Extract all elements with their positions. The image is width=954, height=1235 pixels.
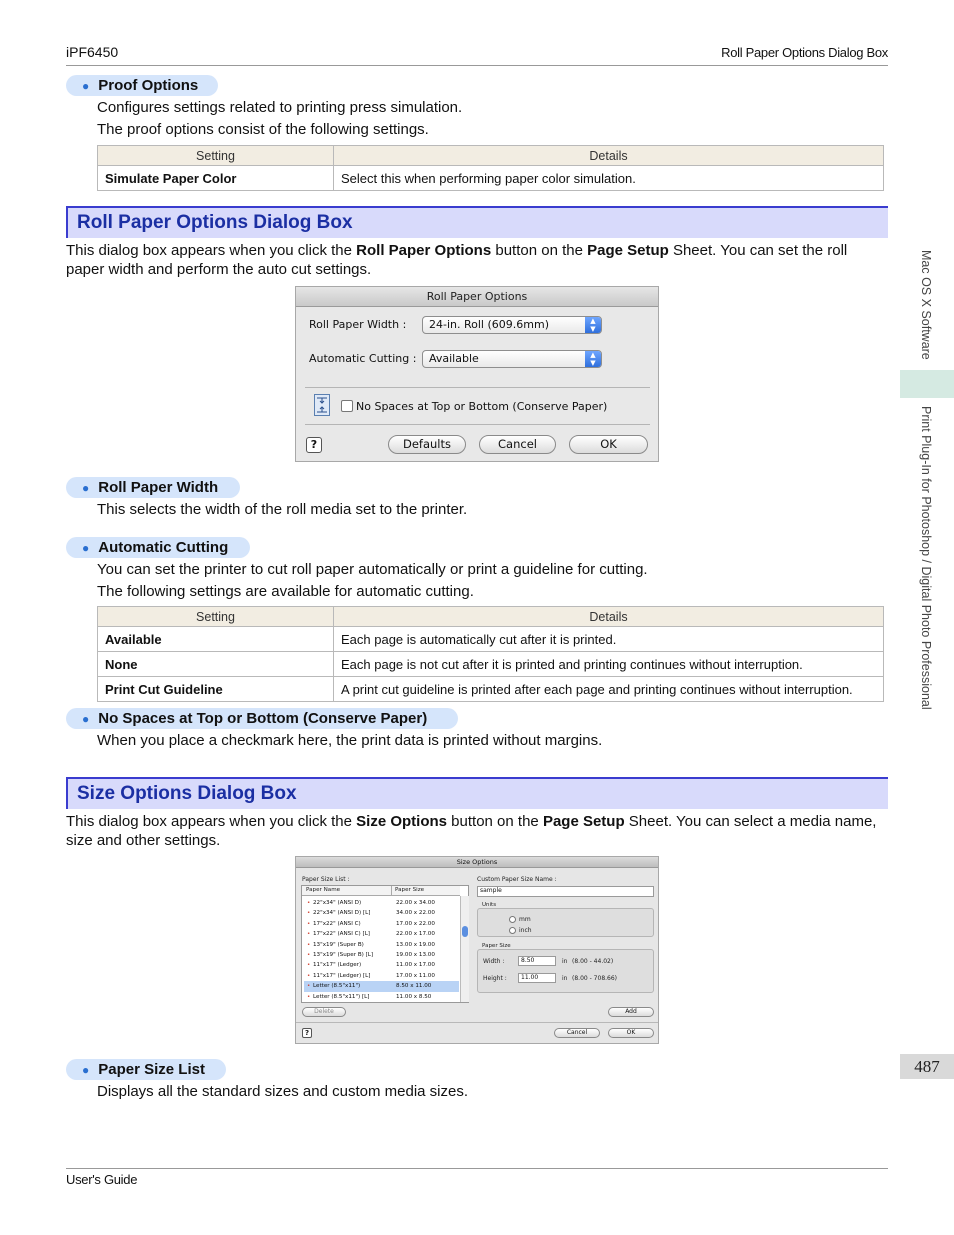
height-input[interactable]: 11.00 <box>518 973 556 983</box>
conserve-paper-icon <box>314 394 330 416</box>
scroll-thumb[interactable] <box>462 926 468 937</box>
header-rule <box>66 65 888 66</box>
table-header-details: Details <box>334 607 884 627</box>
size-intro: This dialog box appears when you click the Size Options button on the Page Setup Sheet. You can select a media name, size and other settings. <box>66 813 877 849</box>
paper-dot-icon: • <box>307 931 311 938</box>
width-input[interactable]: 8.50 <box>518 956 556 966</box>
list-item[interactable]: • 22"x34" (ANSI D) 22.00 x 34.00 <box>307 900 435 906</box>
roll-width-label: Roll Paper Width : <box>309 318 407 331</box>
list-scrollbar[interactable] <box>460 896 469 1002</box>
header-section-title: Roll Paper Options Dialog Box <box>721 45 888 60</box>
sidebar-section: Print Plug-In for Photoshop / Digital Photo Professional <box>919 406 933 710</box>
table-row: Simulate Paper Color Select this when performing paper color simulation. <box>98 166 884 191</box>
paper-dot-icon: • <box>307 952 311 958</box>
table-row: Available Each page is automatically cut after it is printed. <box>98 627 884 652</box>
paper-size-list-heading: ● Paper Size List <box>66 1059 226 1080</box>
ok-button[interactable]: OK <box>608 1028 654 1038</box>
paper-dot-icon: • <box>307 900 311 906</box>
list-item[interactable]: • 13"x19" (Super B) [L] 19.00 x 13.00 <box>307 952 435 958</box>
no-spaces-p1: When you place a checkmark here, the print data is printed without margins. <box>97 732 603 749</box>
paper-rows <box>304 898 460 1002</box>
list-item[interactable]: • 13"x19" (Super B) 13.00 x 19.00 <box>307 941 435 948</box>
roll-width-p1: This selects the width of the roll media set to the printer. <box>97 501 468 518</box>
bullet-icon: ● <box>82 78 90 93</box>
section-heading-size-options: Size Options Dialog Box <box>66 777 888 809</box>
delete-button[interactable]: Delete <box>302 1007 346 1017</box>
sidebar-chapter: Mac OS X Software <box>919 250 933 360</box>
divider <box>305 424 650 425</box>
auto-cut-label: Automatic Cutting : <box>309 352 417 365</box>
list-item[interactable]: • 22"x34" (ANSI D) [L] 34.00 x 22.00 <box>307 910 435 917</box>
divider <box>296 1022 658 1023</box>
cancel-button[interactable]: Cancel <box>554 1028 600 1038</box>
table-header-setting: Setting <box>98 607 334 627</box>
list-item[interactable]: • 11"x17" (Ledger) 11.00 x 17.00 <box>307 962 435 969</box>
page-number: 487 <box>900 1054 954 1079</box>
help-icon[interactable]: ? <box>302 1028 312 1038</box>
roll-width-heading: ● Roll Paper Width <box>66 477 240 498</box>
section-heading-roll-paper-options: Roll Paper Options Dialog Box <box>66 206 888 238</box>
updown-arrow-icon: ▲ ▼ <box>585 351 601 367</box>
paper-dot-icon: • <box>307 993 311 1000</box>
list-item[interactable]: • 11"x17" (Ledger) [L] 17.00 x 11.00 <box>307 972 435 979</box>
paper-dot-icon: • <box>307 920 311 927</box>
cancel-button[interactable]: Cancel <box>479 435 556 454</box>
custom-name-input[interactable]: sample <box>477 886 654 897</box>
auto-cut-select[interactable]: Available ▲ ▼ <box>422 350 602 368</box>
dialog-title: Size Options <box>296 857 658 868</box>
col-paper-size: Paper Size <box>395 887 425 893</box>
bullet-icon: ● <box>82 1062 90 1077</box>
roll-intro: This dialog box appears when you click the Roll Paper Options button on the Page Setup Sheet. You can set the roll paper width and perform the auto cut settings. <box>66 242 848 278</box>
paper-size-list-label: Paper Size List : <box>302 876 350 883</box>
paper-size-list-p1: Displays all the standard sizes and custom media sizes. <box>97 1083 469 1100</box>
footer-rule <box>66 1168 888 1169</box>
add-button[interactable]: Add <box>608 1007 654 1017</box>
help-icon[interactable]: ? <box>306 437 322 453</box>
list-item[interactable]: • Letter (8.5"x11") 8.50 x 11.00 <box>304 981 459 991</box>
conserve-paper-checkbox[interactable] <box>341 400 353 412</box>
proof-options-heading: ● Proof Options <box>66 75 218 96</box>
bullet-icon: ● <box>82 480 90 495</box>
auto-cut-p2: The following settings are available for automatic cutting. <box>97 583 474 600</box>
auto-cut-table <box>97 606 884 702</box>
size-options-dialog <box>295 856 659 1044</box>
list-item[interactable]: • 17"x22" (ANSI C) [L] 22.00 x 17.00 <box>307 931 435 938</box>
table-header-setting: Setting <box>98 146 334 166</box>
bullet-icon: ● <box>82 540 90 555</box>
list-item[interactable]: • 17"x22" (ANSI C) 17.00 x 22.00 <box>307 920 435 927</box>
divider <box>305 387 650 388</box>
paper-dot-icon: • <box>307 983 311 990</box>
defaults-button[interactable]: Defaults <box>388 435 466 454</box>
paper-dot-icon: • <box>307 910 311 917</box>
ok-button[interactable]: OK <box>569 435 648 454</box>
units-group: Units mm inch <box>477 908 654 937</box>
list-item[interactable]: • Letter (8.5"x11") [L] 11.00 x 8.50 <box>307 993 432 1000</box>
roll-width-select[interactable]: 24-in. Roll (609.6mm) ▲ ▼ <box>422 316 602 334</box>
updown-arrow-icon: ▲ ▼ <box>585 317 601 333</box>
unit-inch-radio[interactable] <box>509 927 516 934</box>
proof-p1: Configures settings related to printing press simulation. <box>97 99 463 116</box>
sidebar-marker <box>900 370 954 398</box>
bullet-icon: ● <box>82 711 90 726</box>
conserve-paper-label: No Spaces at Top or Bottom (Conserve Paper) <box>356 400 608 413</box>
paper-size-group: Paper Size Width : 8.50 in (8.00 - 44.02) Height : 11.00 in (8.00 - 708.66) <box>477 949 654 993</box>
table-row: None Each page is not cut after it is printed and printing continues without interruption. <box>98 652 884 677</box>
col-paper-name: Paper Name <box>306 887 341 893</box>
unit-mm-radio[interactable] <box>509 916 516 923</box>
proof-p2: The proof options consist of the following settings. <box>97 121 429 138</box>
proof-table <box>97 145 884 191</box>
header-model: iPF6450 <box>66 44 119 60</box>
table-header-details: Details <box>334 146 884 166</box>
auto-cut-heading: ● Automatic Cutting <box>66 537 250 558</box>
custom-name-label: Custom Paper Size Name : <box>477 876 557 883</box>
roll-paper-options-dialog <box>295 286 659 462</box>
auto-cut-p1: You can set the printer to cut roll paper automatically or print a guideline for cutting. <box>97 561 648 578</box>
no-spaces-heading: ● No Spaces at Top or Bottom (Conserve Paper) <box>66 708 458 729</box>
paper-size-list[interactable] <box>301 885 469 1003</box>
paper-dot-icon: • <box>307 941 311 948</box>
table-row: Print Cut Guideline A print cut guideline is printed after each page and printing continues without interruption. <box>98 677 884 702</box>
footer-text: User's Guide <box>66 1172 138 1187</box>
dialog-title: Roll Paper Options <box>296 287 658 307</box>
paper-dot-icon: • <box>307 962 311 969</box>
paper-dot-icon: • <box>307 972 311 979</box>
